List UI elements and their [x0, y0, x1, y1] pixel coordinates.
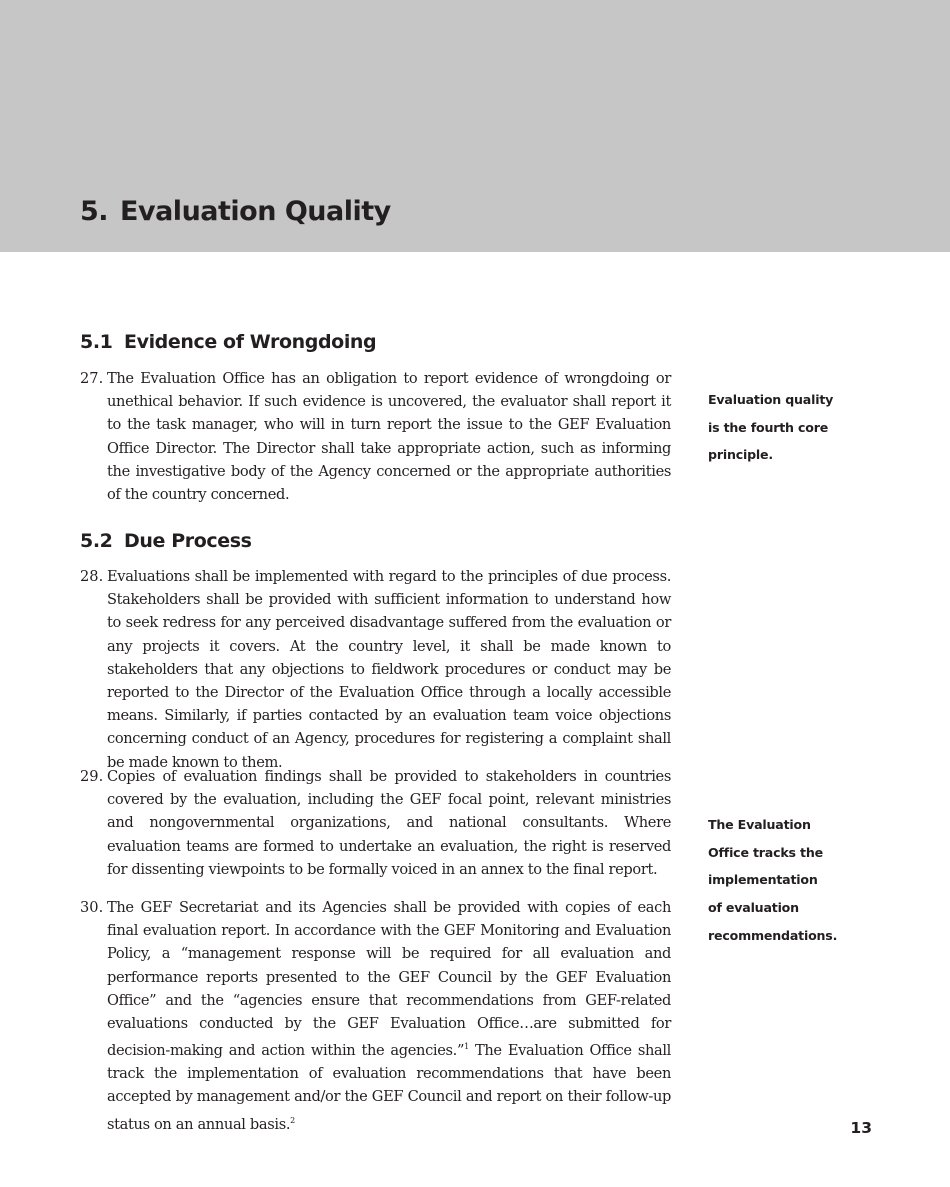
chapter-title-text: Evaluation Quality	[120, 196, 391, 227]
paragraph-text-part: The Evaluation Office shall track the implementation of evaluation recommendations that have been accepted by management and/or the GEF Council and report on their follow-up status on an annual basis.	[107, 1042, 671, 1133]
paragraph-text-part: The GEF Secretariat and its Agencies shall be provided with copies of each final evaluation report. In accordance with the GEF Monitoring and Evaluation Policy, a “management response will be required for all evaluation and performance reports presented to the GEF Council by the GEF Evaluation Office” and the “agencies ensure that recommendations from GEF-related evaluations conducted by the GEF Evaluation Office…are submitted for decision-making and action within the agencies.”	[107, 899, 671, 1060]
chapter-title	[80, 196, 391, 227]
paragraph-28	[80, 565, 671, 774]
footnote-ref-1: 1	[464, 1042, 469, 1052]
section-heading-5-1	[80, 331, 376, 353]
chapter-header-band	[0, 0, 950, 252]
sidenote-line: Office tracks the	[708, 844, 823, 860]
paragraph-number: 28.	[80, 568, 104, 585]
sidenote-line: of evaluation	[708, 900, 799, 916]
chapter-number: 5.	[80, 196, 109, 227]
sidenote-line: is the fourth core	[708, 419, 829, 435]
paragraph-text: Evaluations shall be implemented with regard to the principles of due process. Stakeholders shall be provided with sufficient information to understand how to seek redress for any perceived disadvantage suffered from the evaluation or any projects it covers. At the country level, it shall be made known to stakeholders that any objections to fieldwork procedures or conduct may be reported to the Director of the Evaluation Office through a locally accessible means. Similarly, if parties contacted by an evaluation team voice objections concerning conduct of an Agency, procedures for registering a complaint shall be made known to them.	[107, 568, 671, 771]
section-title: Due Process	[124, 530, 252, 552]
page-number: 13	[850, 1119, 872, 1137]
paragraph-text: Copies of evaluation findings shall be provided to stakeholders in countries covered by the evaluation, including the GEF focal point, relevant ministries and nongovernmental organizations, and national consultants. Where evaluation teams are formed to undertake an evaluation, the right is reserved for dissenting viewpoints to be formally voiced in an annex to the final report.	[107, 768, 671, 878]
paragraph-text: The Evaluation Office has an obligation to report evidence of wrongdoing or unethical behavior. If such evidence is uncovered, the evaluator shall report it to the task manager, who will in turn report the issue to the GEF Evaluation Office Director. The Director shall take appropriate action, such as informing the investigative body of the Agency concerned or the appropriate authorities of the country concerned.	[107, 370, 671, 504]
sidenote-evaluation-quality	[708, 386, 848, 469]
footnote-ref-2: 2	[290, 1115, 295, 1125]
section-heading-5-2	[80, 530, 252, 552]
paragraph-number: 29.	[80, 768, 104, 785]
paragraph-27	[80, 367, 671, 506]
section-number: 5.2	[80, 530, 113, 552]
section-number: 5.1	[80, 331, 113, 353]
sidenote-line: Evaluation quality	[708, 392, 834, 407]
paragraph-30	[80, 896, 671, 1136]
paragraph-number: 27.	[80, 370, 104, 387]
sidenote-line: principle.	[708, 447, 773, 463]
section-title: Evidence of Wrongdoing	[124, 331, 377, 353]
sidenote-line: The Evaluation	[708, 817, 811, 832]
paragraph-29	[80, 765, 671, 881]
sidenote-line: implementation	[708, 872, 818, 888]
paragraph-number: 30.	[80, 899, 104, 916]
sidenote-line: recommendations.	[708, 927, 838, 943]
sidenote-tracks-recommendations	[708, 811, 848, 950]
paragraph-text	[107, 896, 671, 1136]
